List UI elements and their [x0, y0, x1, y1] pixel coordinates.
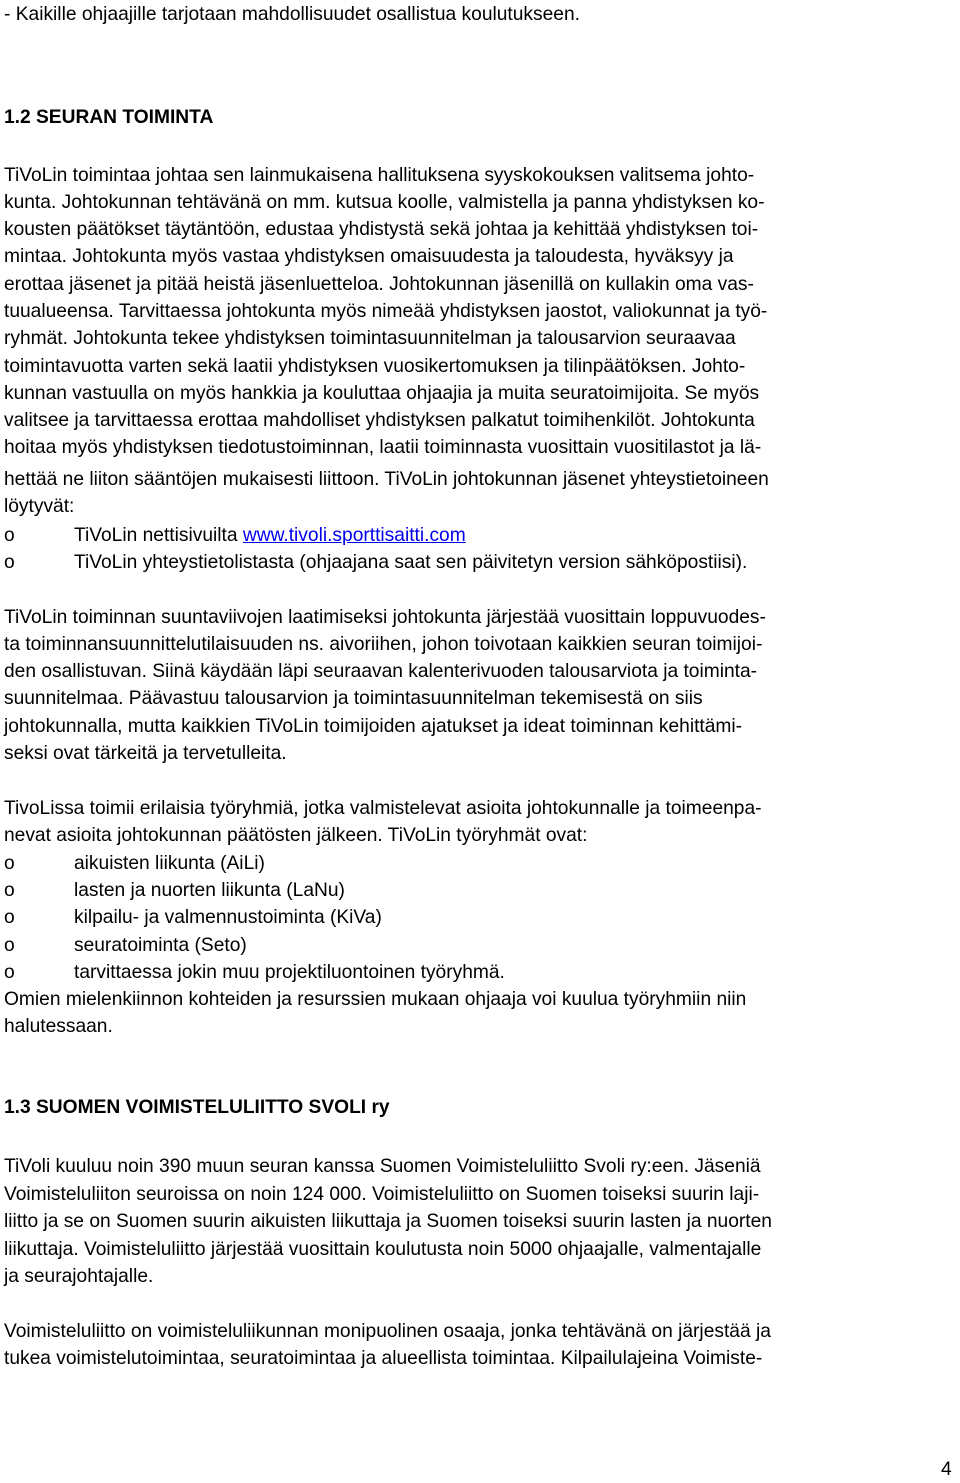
text-line: hettää ne liiton sääntöjen mukaisesti liittoon. TiVoLin johtokunnan jäsenet yhteystietoineen: [4, 469, 769, 490]
section-heading-1-2: 1.2 SEURAN TOIMINTA: [4, 107, 214, 128]
text-line: kunnan vastuulla on myös hankkia ja kouluttaa ohjaajia ja muita seuratoimijoita. Se myös: [4, 383, 760, 404]
text-line: tuualueensa. Tarvittaessa johtokunta myös nimeää yhdistyksen jaostot, valiokunnat ja työ-: [4, 301, 768, 322]
group-name: lasten ja nuorten liikunta (LaNu): [74, 880, 345, 901]
text-line: löytyvät:: [4, 496, 75, 517]
text-line: tukea voimistelutoimintaa, seuratoimintaa ja alueellista toimintaa. Kilpailulajeina Voimiste-: [4, 1348, 763, 1369]
bullet-marker: o: [4, 525, 15, 546]
section-heading-1-3: 1.3 SUOMEN VOIMISTELULIITTO SVOLI ry: [4, 1097, 390, 1118]
bullet-marker: o: [4, 552, 15, 573]
bullet-marker: o: [4, 962, 15, 983]
contact-list-text: TiVoLin yhteystietolistasta (ohjaajana saat sen päivitetyn version sähköpostiisi).: [74, 552, 748, 573]
text-line: johtokunnalla, mutta kaikkien TiVoLin toimijoiden ajatukset ja ideat toiminnan kehittämi-: [4, 716, 743, 737]
website-link[interactable]: www.tivoli.sporttisaitti.com: [242, 525, 466, 546]
group-name: seuratoiminta (Seto): [74, 935, 247, 956]
text-line: Voimisteluliiton seuroissa on noin 124 000. Voimisteluliitto on Suomen toiseksi suurin laji-: [4, 1184, 760, 1205]
text-line: TiVoLin toiminnan suuntaviivojen laatimiseksi johtokunta järjestää vuosittain loppuvuodes-: [4, 607, 766, 628]
page-number: 4: [941, 1459, 952, 1480]
text-line: Voimisteluliitto on voimisteluliikunnan monipuolinen osaaja, jonka tehtävänä on järjestää ja: [4, 1321, 771, 1342]
text-line: ta toiminnansuunnittelutilaisuuden ns. aivoriihen, johon toivotaan kaikkien seuran toimijoi-: [4, 634, 763, 655]
text-line: erottaa jäsenet ja pitää heistä jäsenluetteloa. Johtokunnan jäsenillä on kullakin oma vas-: [4, 274, 754, 295]
text-line: mintaa. Johtokunta myös vastaa yhdistyksen omaisuudesta ja taloudesta, hyväksyy ja: [4, 246, 734, 267]
text-line: den osallistuvan. Siinä käydään läpi seuraavan kalenterivuoden talousarviota ja toiminta-: [4, 661, 758, 682]
group-name: tarvittaessa jokin muu projektiluontoinen työryhmä.: [74, 962, 505, 983]
text-line: valitsee ja tarvittaessa erottaa mahdolliset yhdistyksen palkatut toimihenkilöt. Johtokunta: [4, 410, 755, 431]
text-line: suunnitelmaa. Päävastuu talousarvion ja toimintasuunnitelman tekemisestä on siis: [4, 688, 703, 709]
bullet-marker: o: [4, 907, 15, 928]
text-line: TiVoLin toimintaa johtaa sen lainmukaisena hallituksena syyskokouksen valitsema johto-: [4, 165, 755, 186]
group-name: kilpailu- ja valmennustoiminta (KiVa): [74, 907, 382, 928]
text-line: Omien mielenkiinnon kohteiden ja resurssien mukaan ohjaaja voi kuulua työryhmiin niin: [4, 989, 747, 1010]
text-line: ja seurajohtajalle.: [4, 1266, 154, 1287]
bullet-marker: o: [4, 853, 15, 874]
bullet-marker: o: [4, 880, 15, 901]
text-line: ryhmät. Johtokunta tekee yhdistyksen toimintasuunnitelman ja talousarvion seuraavaa: [4, 328, 736, 349]
intro-line: - Kaikille ohjaajille tarjotaan mahdollisuudet osallistua koulutukseen.: [4, 4, 580, 25]
text-line: TiVoli kuuluu noin 390 muun seuran kanssa Suomen Voimisteluliitto Svoli ry:een. Jäseniä: [4, 1156, 761, 1177]
text-line: kunta. Johtokunnan tehtävänä on mm. kutsua koolle, valmistella ja panna yhdistyksen ko-: [4, 192, 765, 213]
group-name: aikuisten liikunta (AiLi): [74, 853, 265, 874]
text-line: liitto ja se on Suomen suurin aikuisten liikuttaja ja Suomen toiseksi suurin lasten ja nuorten: [4, 1211, 772, 1232]
text-line: nevat asioita johtokunnan päätösten jälkeen. TiVoLin työryhmät ovat:: [4, 825, 588, 846]
text-line: kousten päätökset täytäntöön, edustaa yhdistystä sekä johtaa ja kehittää yhdistyksen toi-: [4, 219, 759, 240]
text-line: liikuttaja. Voimisteluliitto järjestää vuosittain koulutusta noin 5000 ohjaajalle, valmentajalle: [4, 1239, 762, 1260]
contact-web-text: TiVoLin nettisivuilta: [74, 525, 243, 546]
text-line: seksi ovat tärkeitä ja tervetulleita.: [4, 743, 287, 764]
contact-web-item: [74, 522, 466, 549]
text-line: TivoLissa toimii erilaisia työryhmiä, jotka valmistelevat asioita johtokunnalle ja toimeenpa-: [4, 798, 762, 819]
bullet-marker: o: [4, 935, 15, 956]
text-line: hoitaa myös yhdistyksen tiedotustoiminnan, laatii toiminnasta vuosittain vuositilastot ja lä-: [4, 437, 762, 458]
text-line: toimintavuotta varten sekä laatii yhdistyksen vuosikertomuksen ja tilinpäätöksen. Johto-: [4, 356, 746, 377]
text-line: halutessaan.: [4, 1016, 113, 1037]
